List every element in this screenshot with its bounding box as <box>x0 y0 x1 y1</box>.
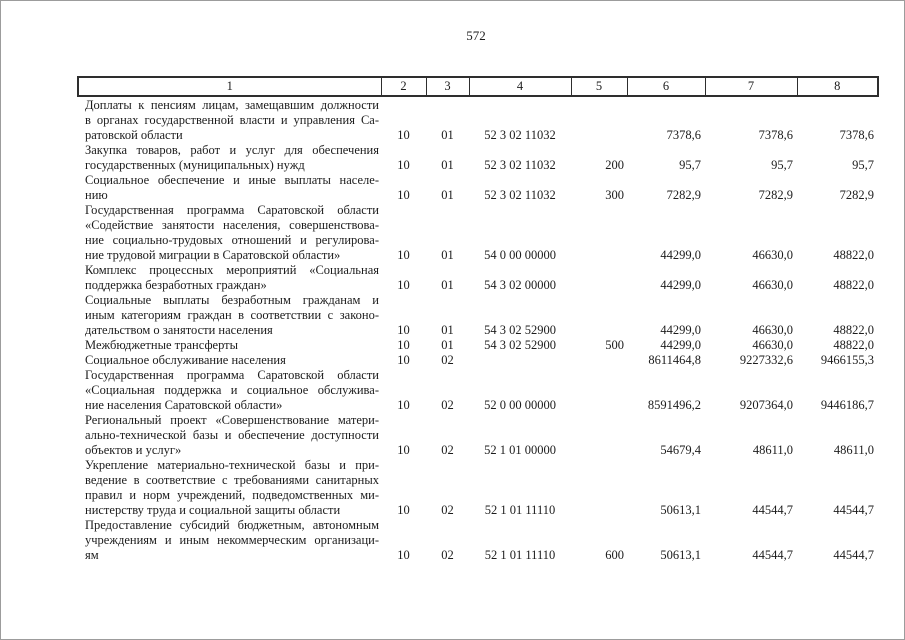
cell-amount-year3: 48822,0 <box>833 248 874 262</box>
name-line: ние трудовой миграции в Саратовской области» <box>85 248 341 262</box>
cell-amount-year3: 48822,0 <box>833 278 874 292</box>
name-line: поддержка безработных граждан» <box>85 278 267 292</box>
table-row <box>78 353 878 368</box>
name-line: Государственная программа Саратовской области <box>85 203 379 217</box>
name-line: объектов и услуг» <box>85 443 182 457</box>
column-header-5: 5 <box>571 77 627 96</box>
name-line: «Содействие занятости населения, совершенствова- <box>85 218 379 232</box>
cell-name <box>78 518 381 563</box>
table-row <box>78 413 878 458</box>
cell-razdel: 10 <box>397 398 410 412</box>
name-line: нистерству труда и социальной защиты области <box>85 503 341 517</box>
table-row <box>78 263 878 293</box>
cell-amount-year2: 46630,0 <box>752 323 793 337</box>
name-line: ведение в соответствие с требованиями санитарных <box>85 473 379 487</box>
cell-code: 54 3 02 52900 <box>484 323 556 337</box>
cell-name <box>78 263 381 293</box>
cell-razdel: 10 <box>397 188 410 202</box>
name-line: ально-технической базы и обеспечение доступности <box>85 428 379 442</box>
cell-code: 52 3 02 11032 <box>484 158 556 172</box>
cell-amount-year3: 95,7 <box>852 158 874 172</box>
name-line: ратовской области <box>85 128 183 142</box>
cell-code: 52 1 01 00000 <box>484 443 556 457</box>
table-row <box>78 203 878 263</box>
cell-amount-year3: 7282,9 <box>839 188 874 202</box>
column-header-3: 3 <box>426 77 469 96</box>
cell-amount-year1: 7282,9 <box>666 188 701 202</box>
name-line: в органах государственной власти и управления Са- <box>85 113 379 127</box>
column-header-6: 6 <box>627 77 705 96</box>
cell-razdel: 10 <box>397 353 410 367</box>
name-line: Комплекс процессных мероприятий «Социальная <box>85 263 379 277</box>
cell-amount-year3: 9466155,3 <box>820 353 874 367</box>
cell-podrazdel: 01 <box>441 338 454 352</box>
cell-amount-year2: 46630,0 <box>752 248 793 262</box>
cell-amount-year2: 7378,6 <box>758 128 793 142</box>
table-row <box>78 96 878 143</box>
cell-name <box>78 413 381 458</box>
cell-amount-year3: 9446186,7 <box>820 398 874 412</box>
cell-amount-year2: 48611,0 <box>752 443 793 457</box>
cell-amount-year2: 7282,9 <box>758 188 793 202</box>
cell-razdel: 10 <box>397 443 410 457</box>
cell-amount-year1: 7378,6 <box>666 128 701 142</box>
cell-amount-year1: 50613,1 <box>660 548 701 562</box>
cell-vid-rashodov <box>571 203 627 263</box>
name-line: правил и норм учреждений, подведомственных ми- <box>85 488 379 502</box>
name-line: Социальное обслуживание населения <box>85 353 286 367</box>
name-line: ям <box>85 548 99 562</box>
cell-name <box>78 203 381 263</box>
table-row <box>78 143 878 173</box>
cell-podrazdel: 01 <box>441 158 454 172</box>
name-line: Социальные выплаты безработным гражданам и <box>85 293 379 307</box>
cell-vid-rashodov: 600 <box>605 548 624 562</box>
cell-razdel: 10 <box>397 158 410 172</box>
cell-amount-year1: 44299,0 <box>660 338 701 352</box>
cell-vid-rashodov <box>571 96 627 143</box>
cell-podrazdel: 02 <box>441 353 454 367</box>
cell-name <box>78 353 381 368</box>
table-row <box>78 173 878 203</box>
cell-podrazdel: 01 <box>441 278 454 292</box>
cell-amount-year2: 95,7 <box>771 158 793 172</box>
cell-razdel: 10 <box>397 323 410 337</box>
cell-amount-year2: 46630,0 <box>752 338 793 352</box>
table-row <box>78 518 878 563</box>
cell-code: 52 0 00 00000 <box>484 398 556 412</box>
cell-razdel: 10 <box>397 548 410 562</box>
table-row <box>78 293 878 338</box>
cell-code: 52 1 01 11110 <box>484 503 556 517</box>
name-line: Региональный проект «Совершенствование матери- <box>85 413 379 427</box>
table-row <box>78 368 878 413</box>
cell-name <box>78 458 381 518</box>
name-line: Закупка товаров, работ и услуг для обеспечения <box>85 143 379 157</box>
name-line: Межбюджетные трансферты <box>85 338 239 352</box>
name-line: ние населения Саратовской области» <box>85 398 283 412</box>
cell-code: 52 3 02 11032 <box>484 188 556 202</box>
page-number: 572 <box>466 28 486 43</box>
cell-code: 52 3 02 11032 <box>484 128 556 142</box>
cell-amount-year3: 48822,0 <box>833 338 874 352</box>
cell-amount-year3: 48822,0 <box>833 323 874 337</box>
cell-podrazdel: 01 <box>441 188 454 202</box>
cell-amount-year1: 54679,4 <box>660 443 701 457</box>
cell-podrazdel: 01 <box>441 323 454 337</box>
cell-razdel: 10 <box>397 338 410 352</box>
cell-vid-rashodov <box>571 353 627 368</box>
cell-amount-year1: 44299,0 <box>660 248 701 262</box>
cell-code: 54 0 00 00000 <box>484 248 556 262</box>
cell-podrazdel: 01 <box>441 128 454 142</box>
cell-amount-year2: 44544,7 <box>752 548 793 562</box>
cell-razdel: 10 <box>397 128 410 142</box>
cell-amount-year1: 8611464,8 <box>648 353 701 367</box>
cell-name <box>78 96 381 143</box>
cell-podrazdel: 02 <box>441 443 454 457</box>
table-row <box>78 458 878 518</box>
name-line: нию <box>85 188 108 202</box>
cell-name <box>78 338 381 353</box>
cell-vid-rashodov: 300 <box>605 188 624 202</box>
name-line: иным категориям граждан в соответствии с законо- <box>85 308 379 322</box>
cell-amount-year2: 46630,0 <box>752 278 793 292</box>
name-line: дательством о занятости населения <box>85 323 273 337</box>
name-line: Укрепление материально-технической базы и при- <box>85 458 379 472</box>
name-line: учреждениям и иным некоммерческим организаци- <box>85 533 379 547</box>
table-row <box>78 338 878 353</box>
name-line: «Социальная поддержка и социальное обслужива- <box>85 383 379 397</box>
table-body <box>78 96 878 563</box>
cell-vid-rashodov <box>571 293 627 338</box>
cell-amount-year2: 9227332,6 <box>739 353 793 367</box>
column-header-2: 2 <box>381 77 426 96</box>
cell-code <box>469 353 571 368</box>
cell-vid-rashodov: 200 <box>605 158 624 172</box>
cell-vid-rashodov: 500 <box>605 338 624 352</box>
cell-code: 52 1 01 11110 <box>484 548 556 562</box>
name-line: государственных (муниципальных) нужд <box>85 158 305 172</box>
cell-code: 54 3 02 00000 <box>484 278 556 292</box>
cell-amount-year3: 44544,7 <box>833 503 874 517</box>
cell-amount-year3: 48611,0 <box>833 443 874 457</box>
cell-amount-year1: 44299,0 <box>660 323 701 337</box>
column-header-1: 1 <box>78 77 381 96</box>
cell-amount-year1: 50613,1 <box>660 503 701 517</box>
cell-name <box>78 293 381 338</box>
cell-code: 54 3 02 52900 <box>484 338 556 352</box>
cell-vid-rashodov <box>571 413 627 458</box>
cell-name <box>78 368 381 413</box>
column-header-7: 7 <box>705 77 797 96</box>
table-header-row <box>78 77 878 96</box>
cell-amount-year3: 44544,7 <box>833 548 874 562</box>
column-header-8: 8 <box>797 77 878 96</box>
name-line: Государственная программа Саратовской области <box>85 368 379 382</box>
cell-name <box>78 173 381 203</box>
cell-razdel: 10 <box>397 503 410 517</box>
cell-razdel: 10 <box>397 248 410 262</box>
name-line: Социальное обеспечение и иные выплаты населе- <box>85 173 379 187</box>
cell-vid-rashodov <box>571 458 627 518</box>
cell-vid-rashodov <box>571 368 627 413</box>
budget-table <box>77 76 879 563</box>
name-line: Предоставление субсидий бюджетным, автономным <box>85 518 379 532</box>
cell-amount-year1: 95,7 <box>679 158 701 172</box>
cell-razdel: 10 <box>397 278 410 292</box>
column-header-4: 4 <box>469 77 571 96</box>
cell-amount-year2: 9207364,0 <box>739 398 793 412</box>
table-header <box>78 77 878 96</box>
cell-podrazdel: 02 <box>441 548 454 562</box>
cell-amount-year3: 7378,6 <box>839 128 874 142</box>
name-line: Доплаты к пенсиям лицам, замещавшим должности <box>85 98 379 112</box>
cell-podrazdel: 01 <box>441 248 454 262</box>
cell-amount-year2: 44544,7 <box>752 503 793 517</box>
cell-name <box>78 143 381 173</box>
cell-vid-rashodov <box>571 263 627 293</box>
cell-amount-year1: 44299,0 <box>660 278 701 292</box>
name-line: ние социально-трудовых отношений и регулирова- <box>85 233 379 247</box>
cell-podrazdel: 02 <box>441 503 454 517</box>
cell-amount-year1: 8591496,2 <box>647 398 701 412</box>
cell-podrazdel: 02 <box>441 398 454 412</box>
